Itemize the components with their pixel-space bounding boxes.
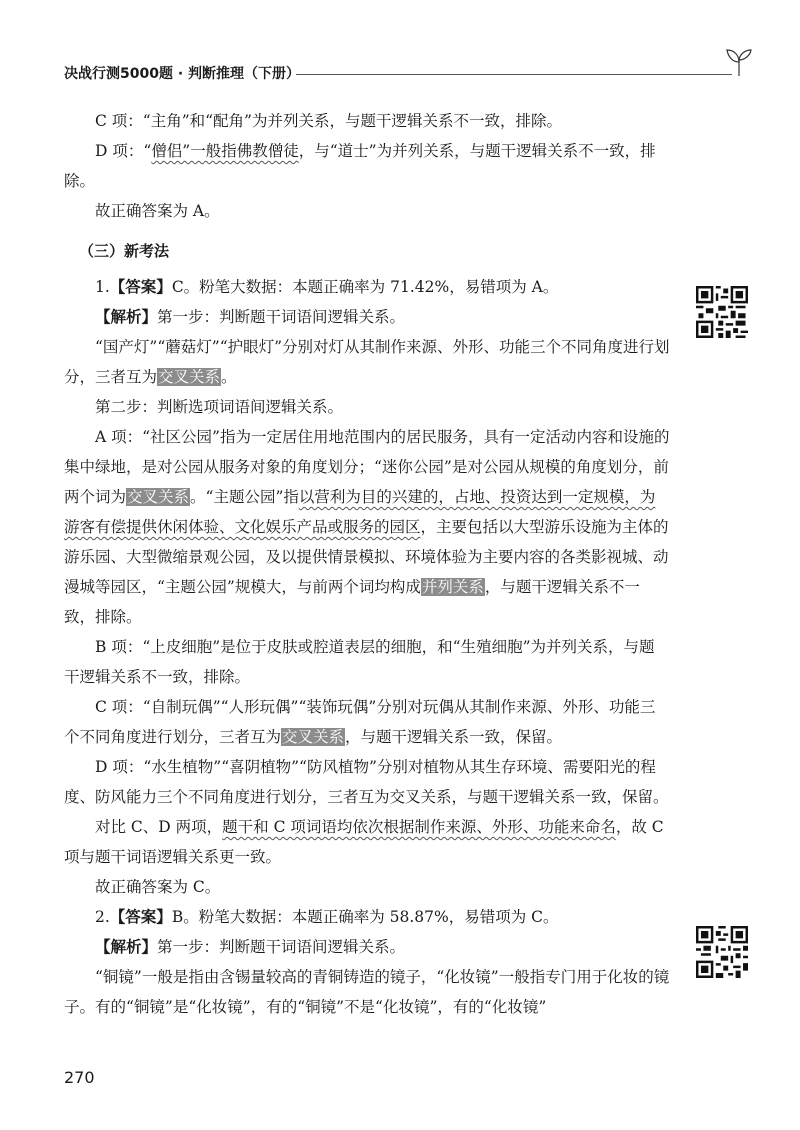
paragraph: “铜镜”一般是指由含锡量较高的青铜铸造的镜子，“化妆镜”一般指专门用于化妆的镜子。有的“铜镜”是“化妆镜”，有的“铜镜”不是“化妆镜”，有的“化妆镜” — [64, 968, 670, 1016]
paragraph: 故正确答案为 C。 — [95, 878, 221, 896]
text: C 项：“自制玩偶”“人形玩偶”“装饰玩偶”分别对玩偶从其制作来源、外形、功能三个不同角度进行划分，三者互为 — [64, 698, 656, 746]
option-a — [64, 422, 670, 632]
sprout-icon — [724, 46, 754, 78]
answer-text: C。粉笔大数据：本题正确率为 71.42%，易错项为 A。 — [171, 278, 559, 296]
answer-label: 【答案】 — [109, 908, 172, 926]
wavy-underline-text: 僧侣”一般指佛教僧徒 — [151, 142, 299, 160]
option-d: D 项：“水生植物”“喜阴植物”“防风植物”分别对植物从其生存环境、需要阳光的程度、防风能力三个不同角度进行划分，三者互为交叉关系，与题干逻辑关系一致，保留。 — [64, 758, 669, 806]
paragraph — [64, 812, 670, 872]
option-c — [64, 692, 670, 752]
highlight-term: 交叉关系 — [282, 728, 345, 746]
text: ，故 C 项与题干词语逻辑关系更一致。 — [64, 818, 664, 866]
text: ，主要包括以大型游乐设施为主体的游乐园、大型微缩景观公园，及以提供情景模拟、环境体验为主要内容的各类影视城、动漫城等园区，“主题公园”规模大，与前两个词均构成 — [64, 518, 669, 596]
wavy-underline-text: 以营利为目的兴建的，占地、投资达到一定规模，为游客有偿提供休闲体验、文化娱乐产品或服务的园区 — [64, 488, 656, 536]
highlight-term: 并列关系 — [421, 578, 484, 596]
paragraph: 第二步：判断选项词语间逻辑关系。 — [95, 398, 344, 416]
text: “国产灯”“蘑菇灯”“护眼灯”分别对灯从其制作来源、外形、功能三个不同角度进行划分，三者互为 — [64, 338, 670, 386]
qr-code-icon[interactable] — [696, 926, 748, 978]
answer-label: 【答案】 — [109, 278, 172, 296]
text: 第一步：判断题干词语间逻辑关系。 — [157, 938, 406, 956]
paragraph — [64, 136, 670, 196]
paragraph: C 项：“主角”和“配角”为并列关系，与题干逻辑关系不一致，排除。 — [95, 112, 562, 130]
paragraph — [64, 332, 670, 392]
page-header — [64, 64, 754, 88]
text: A 项：“社区公园”指为一定居住用地范围内的居民服务，具有一定活动内容和设施的集中绿地，是对公园从服务对象的角度划分；“迷你公园”是对公园从规模的角度划分，前两个词为 — [64, 428, 670, 506]
wavy-underline-text: 题干和 C 项词语均依次根据制作来源、外形、功能来命名 — [222, 818, 616, 836]
question-1-explanation — [64, 302, 670, 332]
text: ，与“道士”为并列关系，与题干逻辑关系不一致，排除。 — [64, 142, 656, 190]
question-number: 2. — [95, 908, 110, 926]
explanation-label: 【解析】 — [95, 308, 158, 326]
question-number: 1. — [95, 278, 110, 296]
qr-code-graphic — [696, 926, 748, 978]
text: 。“主题公园”指 — [190, 488, 299, 506]
page-number: 270 — [64, 1068, 95, 1087]
book-title: 决战行测5000题 · 判断推理（下册） — [64, 66, 301, 82]
text: 对比 C、D 两项， — [95, 818, 223, 836]
question-2-explanation — [64, 932, 670, 962]
question-2-answer — [64, 902, 670, 932]
text: ，与题干逻辑关系一致，保留。 — [345, 728, 563, 746]
option-b: B 项：“上皮细胞”是位于皮肤或腔道表层的细胞，和“生殖细胞”为并列关系，与题干逻辑关系不一致，排除。 — [64, 638, 655, 686]
explanation-label: 【解析】 — [95, 938, 158, 956]
text: D 项：“ — [95, 142, 152, 160]
question-1-answer — [64, 272, 670, 302]
page-content — [64, 106, 670, 1022]
header-rule — [296, 74, 732, 75]
highlight-term: 交叉关系 — [127, 488, 190, 506]
text: 第一步：判断题干词语间逻辑关系。 — [157, 308, 406, 326]
text: ，与题干逻辑关系不一致，排除。 — [64, 578, 640, 626]
paragraph: 故正确答案为 A。 — [95, 202, 220, 220]
section-heading: （三）新考法 — [79, 242, 170, 260]
text: 。 — [221, 368, 237, 386]
qr-code-icon[interactable] — [696, 286, 748, 338]
qr-code-graphic — [696, 286, 748, 338]
highlight-term: 交叉关系 — [158, 368, 221, 386]
answer-text: B。粉笔大数据：本题正确率为 58.87%，易错项为 C。 — [171, 908, 559, 926]
